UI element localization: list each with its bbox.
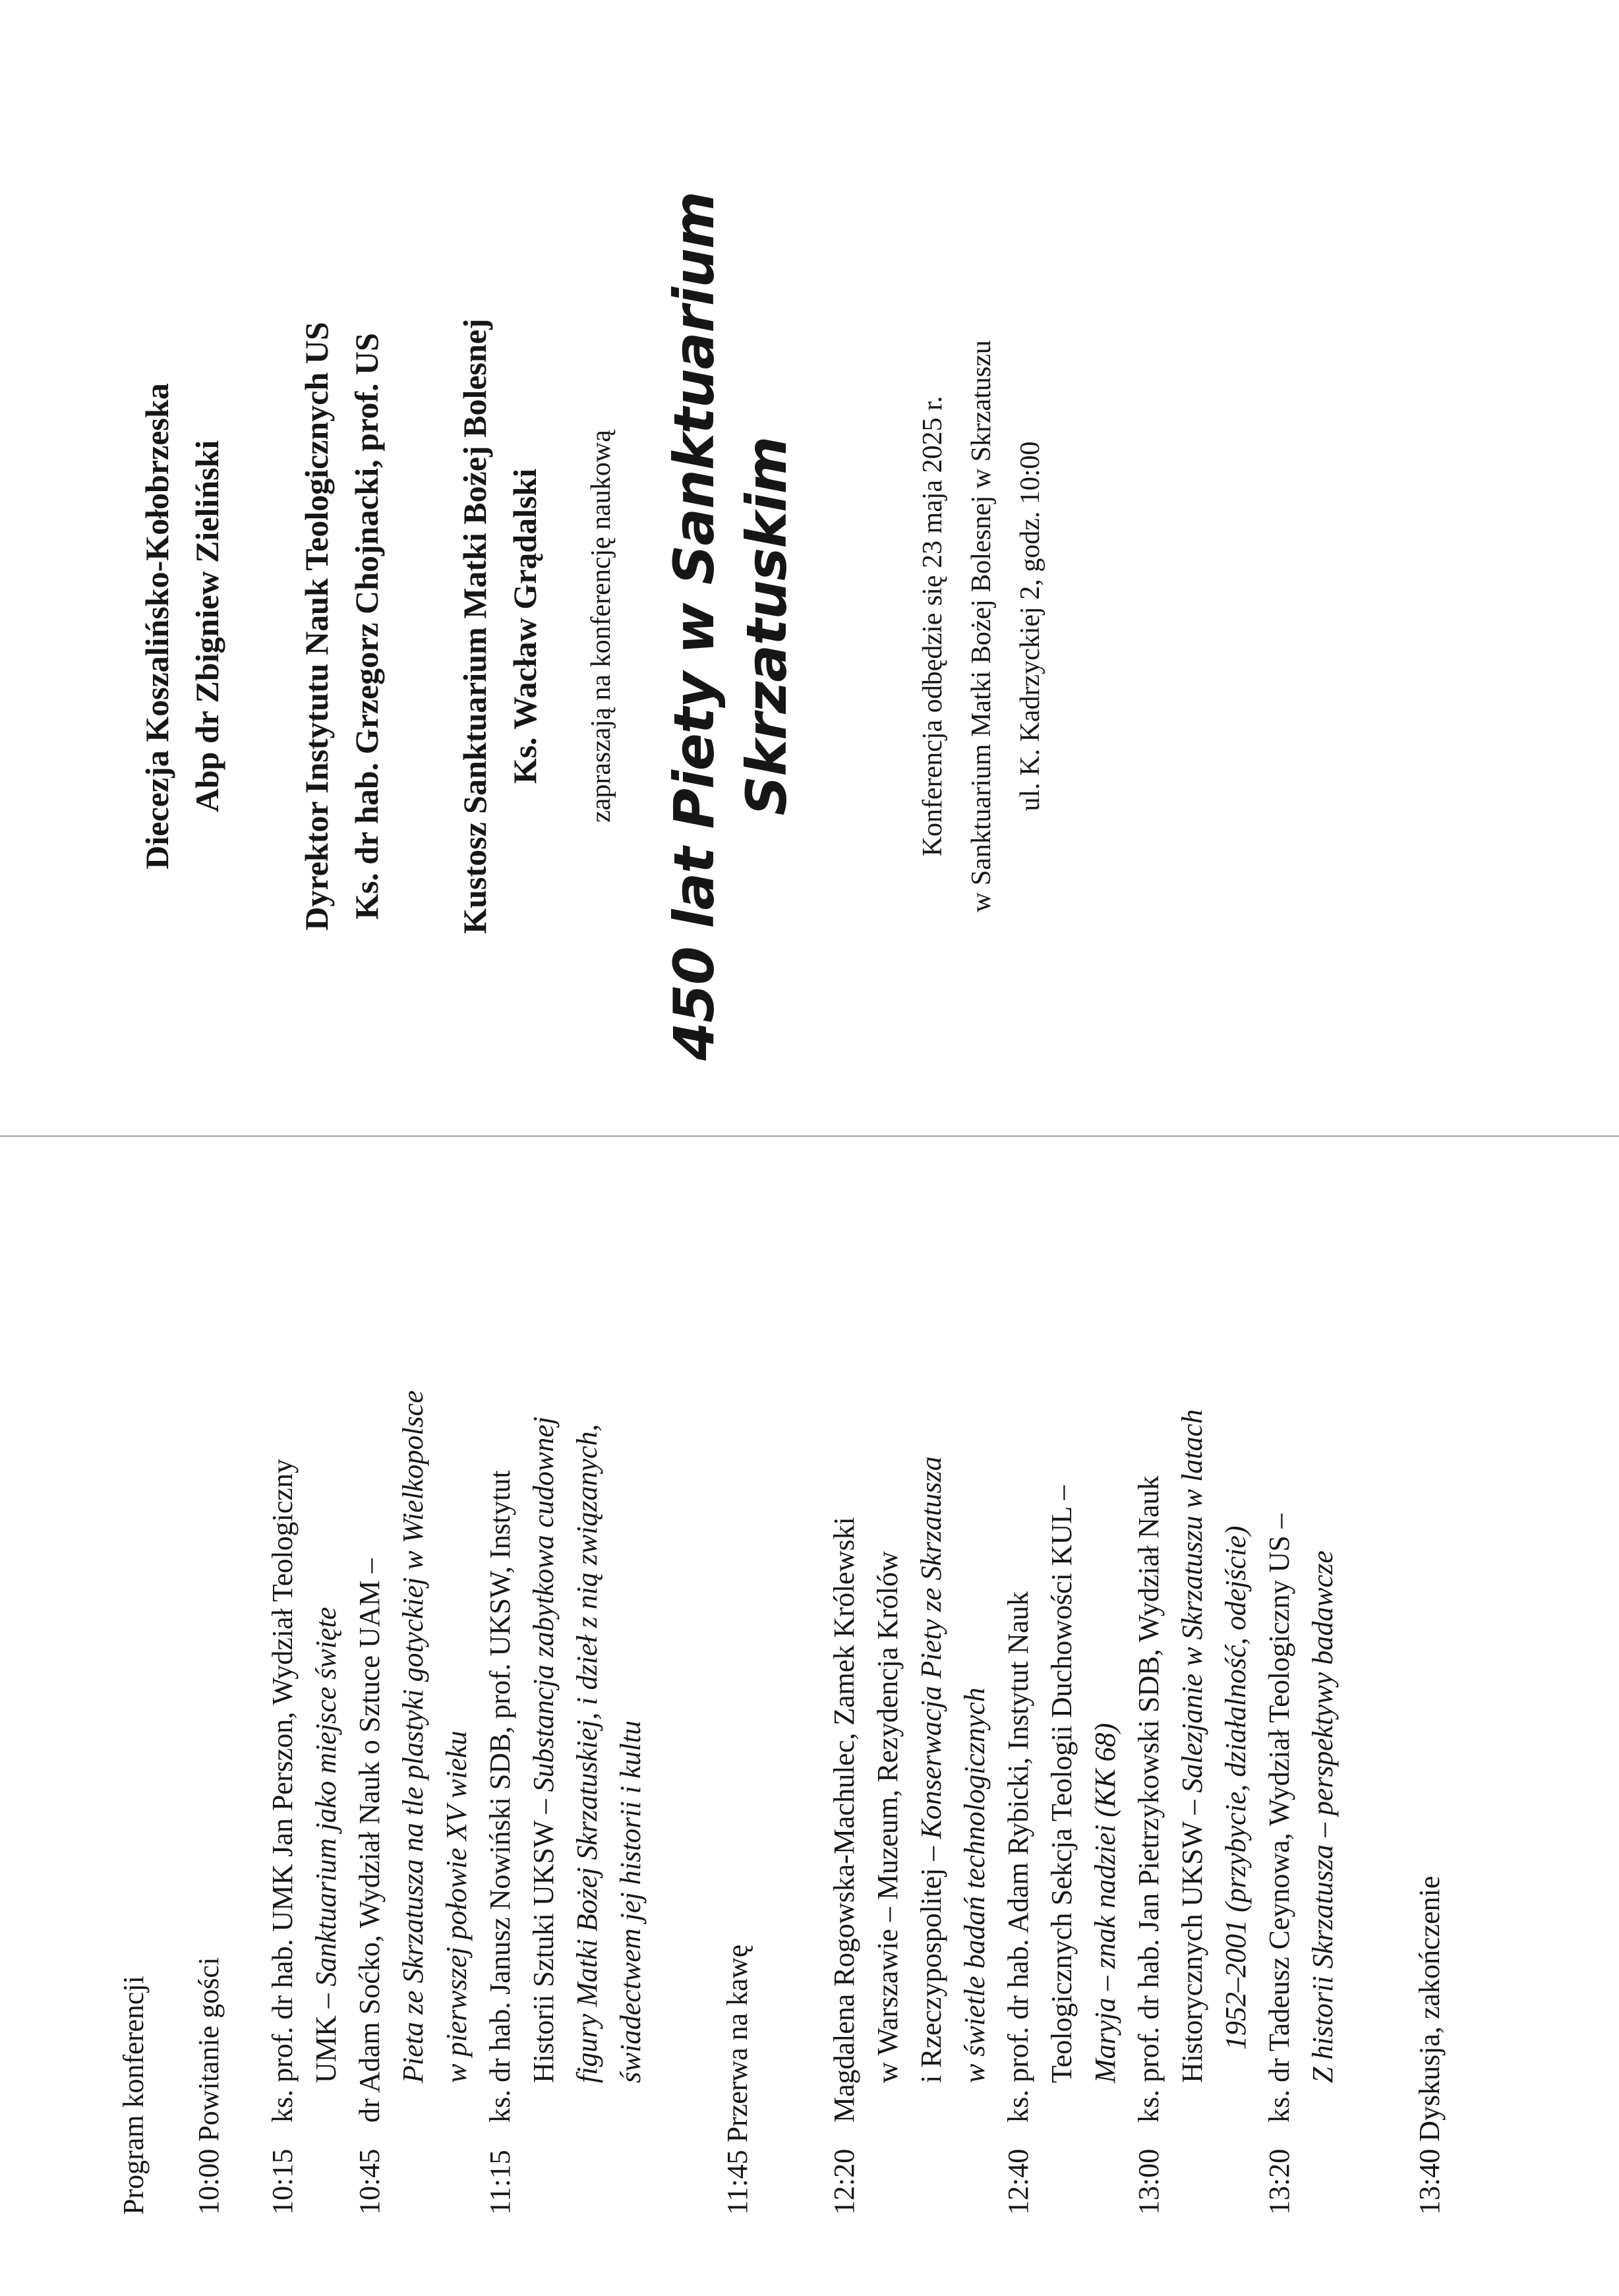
program-panel xyxy=(112,1187,1529,2215)
talk-title-cont: świadectwem jej historii i kultu xyxy=(614,1721,647,2083)
item-speaker: Magdalena Rogowska-Machulec, Zamek Królewski xyxy=(828,1517,860,2123)
item-time: 12:40 xyxy=(1002,2148,1034,2215)
item-line: Historii Sztuki UKSW – Substancja zabytkowa cudownej xyxy=(527,1416,560,2083)
item-time: 11:15 xyxy=(484,2150,516,2215)
program-title: Program konferencji xyxy=(117,1976,150,2215)
talk-title: Maryja – znak nadziei (KK 68) xyxy=(1089,1722,1121,2083)
talk-title: Pieta ze Skrzatusza na tle plastyki gotyckiej w Wielkopolsce xyxy=(397,1390,429,2083)
item-speaker: ks. dr hab. Janusz Nowiński SDB, prof. UKSW, Instytut xyxy=(484,1470,516,2123)
program-closing: 13:40 Dyskusja, zakończenie xyxy=(1413,1875,1446,2215)
talk-title-cont: w świetle badań technologicznych xyxy=(958,1688,991,2083)
item-time: 12:20 xyxy=(828,2148,860,2215)
fold-line xyxy=(0,1135,1619,1137)
item-speaker: ks. dr Tadeusz Ceynowa, Wydział Teologiczny US – xyxy=(1263,1514,1295,2123)
program-item-1240 xyxy=(997,1187,1127,2215)
item-time: 13:20 xyxy=(1263,2148,1295,2215)
item-line: UMK – Sanktuarium jako miejsce święte xyxy=(310,1606,342,2083)
talk-title: Substancja zabytkowa cudownej xyxy=(527,1416,560,1792)
item-line: w Warszawie – Muzeum, Rezydencja Królów xyxy=(871,1551,904,2083)
organizer-custodian: Ks. Wacław Grądalski xyxy=(506,468,543,784)
item-speaker: ks. prof. dr hab. Adam Rybicki, Instytut Nauk xyxy=(1002,1591,1034,2123)
item-line: Historycznych UKSW – Salezjanie w Skrzatuszu w latach xyxy=(1176,1409,1208,2083)
item-speaker: dr Adam Soćko, Wydział Nauk o Sztuce UAM – xyxy=(353,1558,386,2123)
organizer-director: Ks. dr hab. Grzegorz Chojnacki, prof. US xyxy=(348,333,385,920)
item-time: 13:00 xyxy=(1133,2148,1165,2215)
conference-details xyxy=(908,158,1055,1094)
invitation-text: zapraszają na konferencję naukową xyxy=(586,430,616,823)
program-break: 11:45 Przerwa na kawę xyxy=(721,1944,753,2215)
conference-address: ul. K. Kadrzyckiej 2, godz. 10:00 xyxy=(1015,441,1045,811)
organizer-archbishop: Abp dr Zbigniew Zieliński xyxy=(189,440,225,813)
program-item-1045 xyxy=(348,1187,479,2215)
program-welcome: 10:00 Powitanie gości xyxy=(192,1957,225,2215)
organizer-sanctuary: Kustosz Sanktuarium Matki Bożej Bolesnej xyxy=(456,318,493,934)
program-item-1300 xyxy=(1127,1187,1258,2215)
item-line: Teologicznych Sekcja Teologii Duchowości KUL – xyxy=(1045,1485,1078,2083)
conference-date: Konferencja odbędzie się 23 maja 2025 r. xyxy=(918,396,948,857)
conference-venue: w Sanktuarium Matki Bożej Bolesnej w Skrzatuszu xyxy=(966,340,997,912)
talk-title: Z historii Skrzatusza – perspektywy badawcze xyxy=(1307,1550,1339,2083)
program-item-1220 xyxy=(823,1187,997,2215)
program-item-1320 xyxy=(1258,1187,1345,2215)
organizer-diocese: Diecezja Koszalińsko-Kołobrzeska xyxy=(138,383,175,869)
item-speaker: ks. prof. dr hab. Jan Pietrzykowski SDB, Wydział Nauk xyxy=(1133,1475,1165,2123)
program-item-1115 xyxy=(479,1187,653,2215)
item-line: i Rzeczypospolitej – Konserwacja Piety ze Skrzatusza xyxy=(915,1456,947,2083)
talk-title: Konserwacja Piety ze Skrzatusza xyxy=(915,1456,947,1839)
talk-title-cont: 1952–2001 (przybycie, działalność, odejście) xyxy=(1220,1525,1252,2050)
conference-title: 450 lat Piety w Sanktuarium Skrzatuskim xyxy=(662,192,799,1061)
talk-title: Salezjanie w Skrzatuszu w latach xyxy=(1176,1409,1208,1793)
item-speaker: ks. prof. dr hab. UMK Jan Perszon, Wydział Teologiczny xyxy=(266,1459,299,2123)
talk-title: Sanktuarium jako miejsce święte xyxy=(310,1606,342,1987)
talk-title-cont: figury Matki Bożej Skrzatuskiej, i dzieł z nią związanych, xyxy=(571,1424,603,2083)
invitation-panel xyxy=(132,158,1516,1094)
item-time: 10:15 xyxy=(266,2148,299,2215)
organizer-institute: Dyrektor Instytutu Nauk Teologicznych US xyxy=(298,322,335,931)
talk-title-cont: w pierwszej połowie XV wieku xyxy=(440,1730,473,2083)
item-time: 10:45 xyxy=(353,2148,386,2215)
program-item-1015 xyxy=(261,1187,348,2215)
